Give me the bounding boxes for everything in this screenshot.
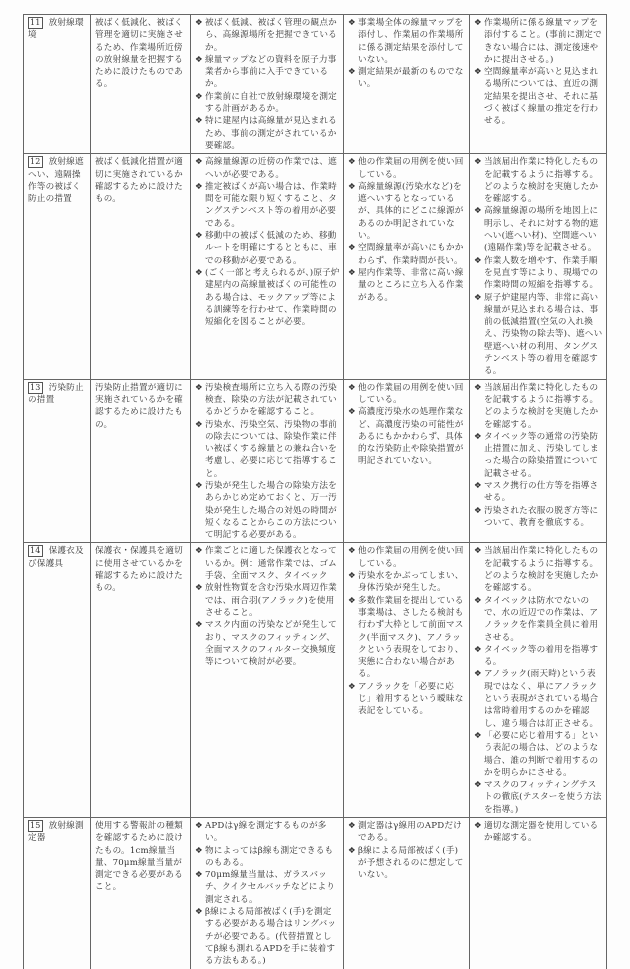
diamond-bullet-icon: ❖ xyxy=(195,620,203,631)
diamond-bullet-icon: ❖ xyxy=(195,907,203,918)
bullet-item xyxy=(195,906,340,967)
bullet-item xyxy=(195,419,340,480)
bullet-item xyxy=(195,267,340,328)
diamond-bullet-icon: ❖ xyxy=(474,730,482,741)
bullet-item xyxy=(474,545,603,594)
bullet-text: 高濃度汚染水の処理作業など、高濃度汚染の可能性があるにもかかわらず、具体的な汚染防止や除染措置が明記されていない。 xyxy=(358,407,464,467)
diamond-bullet-icon: ❖ xyxy=(195,480,203,491)
bullet-text: 高線量線源の場所を地図上に明示し、それに対する物的遮へい(遮へい材)、空間遮へい(遠隔作業)等を記載させる。 xyxy=(484,206,599,254)
diamond-bullet-icon: ❖ xyxy=(195,583,203,594)
bullet-item xyxy=(195,480,340,541)
guidance-table xyxy=(23,14,607,969)
bullet-text: 多数作業届を提出している事業場は、さしたる検討も行わず大枠として前面マスク(半面マスク)、アノラックという表現をしており、実態に合わない場合がある。 xyxy=(358,595,464,680)
problems-cell xyxy=(344,379,470,543)
item-number-badge: 12 xyxy=(30,157,41,167)
bullet-text: 測定器はγ線用のAPDだけである。 xyxy=(358,821,462,844)
diamond-bullet-icon: ❖ xyxy=(474,157,482,168)
bullet-text: 他の作業届の用例を使い回している。 xyxy=(358,157,464,180)
bullet-item xyxy=(348,681,466,718)
bullet-text: 特に建屋内は高線量が見込まれるため、事前の測定がされているか要確認。 xyxy=(205,116,337,151)
bullet-item xyxy=(348,545,466,570)
item-number-badge: 14 xyxy=(30,546,41,556)
diamond-bullet-icon: ❖ xyxy=(195,54,203,65)
diamond-bullet-icon: ❖ xyxy=(195,845,203,856)
problems-cell xyxy=(344,543,470,818)
table-row xyxy=(24,379,607,543)
bullet-item xyxy=(348,820,466,845)
points-cell xyxy=(191,154,344,379)
guidance-cell xyxy=(470,543,607,818)
diamond-bullet-icon: ❖ xyxy=(348,595,356,606)
bullet-text: 汚染検査場所に立ち入る際の汚染検査、除染の方法が記載されているかどうかを確認すること。 xyxy=(205,382,337,418)
bullet-text: アノラック(雨天時)という表現ではなく、単にアノラックという表現がされている場合は常時着用するのかを確認し、違う場合は訂正させる。 xyxy=(484,669,599,729)
item-cell xyxy=(24,154,91,379)
diamond-bullet-icon: ❖ xyxy=(195,157,203,168)
bullet-item xyxy=(195,181,340,230)
bullet-text: マスクのフィッティングテストの徹底(テスターを使う方法を指導。) xyxy=(484,780,602,815)
bullet-text: 事業場全体の線量マップを添付し、作業届の作業場所に係る測定結果を添付していない。 xyxy=(358,18,464,65)
diamond-bullet-icon: ❖ xyxy=(474,18,482,28)
bullet-text: マスク内面の汚染などが発生しており、マスクのフィッティング、全面マスクのフィルター交換頻度等について検討が必要。 xyxy=(205,620,337,668)
purpose-cell: 被ばく低減化措置が適切に実施されているか確認するために設けたもの。 xyxy=(91,154,191,379)
bullet-item xyxy=(195,619,340,668)
points-cell xyxy=(191,379,344,543)
bullet-item xyxy=(348,845,466,882)
diamond-bullet-icon: ❖ xyxy=(195,382,203,393)
bullet-text: 高線量線源の近傍の作業では、遮へいが必要である。 xyxy=(205,157,337,180)
purpose-cell: 汚染防止措置が適切に実施されているかを確認するために設けたもの。 xyxy=(91,379,191,543)
bullet-item xyxy=(474,255,603,292)
bullet-item xyxy=(474,156,603,205)
diamond-bullet-icon: ❖ xyxy=(474,480,482,491)
diamond-bullet-icon: ❖ xyxy=(474,780,482,791)
bullet-item xyxy=(474,505,603,530)
diamond-bullet-icon: ❖ xyxy=(195,267,203,278)
bullet-text: 作業場所に係る線量マップを添付すること。(事前に測定できない場合には、測定後速やかに提出させる。) xyxy=(484,18,602,65)
purpose-cell: 保護衣・保護具を適切に使用させているかを確認するために設けたもの。 xyxy=(91,543,191,818)
diamond-bullet-icon: ❖ xyxy=(474,67,482,78)
bullet-text: 当該届出作業に特化したものを記載するように指導する。どのような検討を実施したかを確認する。 xyxy=(484,382,599,430)
bullet-item xyxy=(195,91,340,116)
diamond-bullet-icon: ❖ xyxy=(195,419,203,430)
bullet-text: 汚染水、汚染空気、汚染物の事前の除去については、除染作業に伴い被ばくする線量との兼ね合いを考慮し、必要に応じて指導すること。 xyxy=(205,419,337,479)
diamond-bullet-icon: ❖ xyxy=(348,845,356,856)
purpose-cell: 被ばく低減化、被ばく管理を適切に実施させるため、作業場所近傍の放射線量を把握するために設けたものである。 xyxy=(91,15,191,154)
bullet-text: 測定結果が最新のものでない。 xyxy=(358,67,464,90)
bullet-item xyxy=(195,54,340,91)
item-number-badge: 15 xyxy=(30,821,41,830)
guidance-cell xyxy=(470,818,607,969)
bullet-item xyxy=(474,668,603,729)
diamond-bullet-icon: ❖ xyxy=(474,595,482,606)
bullet-item xyxy=(474,205,603,254)
bullet-text: 線量マップなどの資料を原子力事業者から事前に入手できているか。 xyxy=(205,54,337,90)
bullet-item xyxy=(474,17,603,66)
bullet-text: 移動中の被ばく低減のため、移動ルートを明確にするとともに、車での移動が必要である。 xyxy=(205,231,337,266)
bullet-item xyxy=(195,17,340,54)
bullet-item xyxy=(474,644,603,669)
diamond-bullet-icon: ❖ xyxy=(195,181,203,192)
bullet-item xyxy=(348,181,466,242)
problems-cell xyxy=(344,15,470,154)
guidance-cell xyxy=(470,15,607,154)
bullet-item xyxy=(195,582,340,619)
purpose-cell: 使用する警報計の種類を確認するために設けたもの。1cm線量当量、70μm線量当量が測定できる必要があること。 xyxy=(91,818,191,969)
bullet-text: 原子炉建屋内等、非常に高い線量が見込まれる場合は、事前の低減措置(空気の入れ換え、汚染物の除去等)、遮へい壁遮へい材の利用、タングステンベスト等の着用を確認する。 xyxy=(484,292,603,377)
diamond-bullet-icon: ❖ xyxy=(348,571,356,582)
bullet-text: マスク携行の仕方等を指導させる。 xyxy=(484,480,599,504)
bullet-item xyxy=(348,156,466,181)
guidance-cell xyxy=(470,154,607,379)
bullet-item xyxy=(195,156,340,181)
guidance-cell xyxy=(470,379,607,543)
diamond-bullet-icon: ❖ xyxy=(348,157,356,168)
diamond-bullet-icon: ❖ xyxy=(195,116,203,127)
bullet-text: 当該届出作業に特化したものを記載するように指導する。どのような検討を実施したかを確認する。 xyxy=(484,157,599,205)
bullet-text: タイベック等の着用を指導する。 xyxy=(484,644,599,668)
bullet-text: 放射性物質を含む汚染水周辺作業では、雨合羽(アノラック)を使用させること。 xyxy=(205,583,337,618)
bullet-item xyxy=(195,230,340,267)
problems-cell xyxy=(344,154,470,379)
bullet-text: 適切な測定器を使用しているか確認する。 xyxy=(484,821,599,844)
bullet-item xyxy=(474,66,603,127)
table-row xyxy=(24,543,607,818)
diamond-bullet-icon: ❖ xyxy=(474,382,482,393)
diamond-bullet-icon: ❖ xyxy=(348,181,356,192)
bullet-text: 70μm線量当量は、ガラスバッチ、クイクセルバッチなどにより測定される。 xyxy=(205,870,336,905)
item-title: 保護衣及び保護具 xyxy=(28,546,84,569)
bullet-text: 空間線量率が高いにもかかわらず、作業時間が長い。 xyxy=(358,243,464,266)
bullet-item xyxy=(474,431,603,480)
points-cell xyxy=(191,818,344,969)
diamond-bullet-icon: ❖ xyxy=(195,870,203,881)
item-cell xyxy=(24,818,91,969)
diamond-bullet-icon: ❖ xyxy=(474,431,482,442)
bullet-text: 空間線量率が高いと見込まれる場所については、直近の測定結果を提出させ、それに基づく被ばく線量の推定を行わせる。 xyxy=(484,67,599,127)
diamond-bullet-icon: ❖ xyxy=(348,681,356,692)
bullet-text: 推定被ばくが高い場合は、作業時間を可能な限り短くすること、タングステンベスト等の着用が必要である。 xyxy=(205,181,337,229)
diamond-bullet-icon: ❖ xyxy=(195,18,203,28)
bullet-item xyxy=(474,779,603,816)
bullet-text: タイベック等の通常の汚染防止措置に加え、汚染してしまった場合の除染措置について記載させる。 xyxy=(484,431,599,479)
bullet-text: 他の作業届の用例を使い回している。 xyxy=(358,382,464,405)
diamond-bullet-icon: ❖ xyxy=(474,206,482,217)
item-title: 放射線環境 xyxy=(28,18,84,41)
bullet-item xyxy=(348,570,466,595)
points-cell xyxy=(191,15,344,154)
bullet-item xyxy=(348,17,466,66)
diamond-bullet-icon: ❖ xyxy=(348,67,356,78)
bullet-text: 屋内作業等、非常に高い線量のところに立ち入る作業がある。 xyxy=(358,267,464,303)
bullet-text: 他の作業届の用例を使い回している。 xyxy=(358,546,464,569)
diamond-bullet-icon: ❖ xyxy=(474,669,482,680)
bullet-item xyxy=(474,382,603,431)
bullet-text: 当該届出作業に特化したものを記載するように指導する。どのような検討を実施したかを確認する。 xyxy=(484,546,599,594)
diamond-bullet-icon: ❖ xyxy=(195,821,203,831)
diamond-bullet-icon: ❖ xyxy=(348,382,356,393)
bullet-text: β線による局部被ばく(手)を測定する必要がある場合はリングバッチが必要である。(代替措置としてβ線も測れるAPDを手に装着する方法もある。) xyxy=(205,907,337,967)
bullet-item xyxy=(195,845,340,870)
bullet-text: 作業人数を増やす、作業手順を見直す等により、現場での作業時間の短縮を指導する。 xyxy=(484,255,599,291)
table-row xyxy=(24,818,607,969)
diamond-bullet-icon: ❖ xyxy=(474,292,482,303)
item-title: 放射線測定器 xyxy=(28,821,84,844)
bullet-item xyxy=(348,382,466,407)
item-number-badge: 13 xyxy=(30,382,41,392)
table-row xyxy=(24,15,607,154)
bullet-item xyxy=(474,820,603,845)
bullet-item xyxy=(195,545,340,582)
bullet-item xyxy=(474,292,603,378)
bullet-text: 被ばく低減、被ばく管理の観点から、高線源場所を把握できているか。 xyxy=(205,18,337,53)
bullet-text: APDはγ線を測定するものが多い。 xyxy=(205,821,327,844)
bullet-item xyxy=(348,267,466,304)
bullet-text: アノラックを「必要に応じ」着用するという曖昧な表記をしている。 xyxy=(358,681,464,717)
diamond-bullet-icon: ❖ xyxy=(474,255,482,266)
bullet-item xyxy=(474,595,603,644)
bullet-item xyxy=(348,595,466,681)
diamond-bullet-icon: ❖ xyxy=(474,821,482,831)
bullet-text: 汚染水をかぶってしまい、身体汚染が発生した。 xyxy=(358,571,464,594)
bullet-item xyxy=(348,66,466,91)
bullet-text: 「必要に応じ着用する」という表記の場合は、どのような場合、誰の判断で着用するのかを明らかにさせる。 xyxy=(484,730,599,778)
bullet-text: 汚染が発生した場合の除染方法をあらかじめ定めておくと、万一汚染が発生した場合の対処の時間が短くなることからこの方法について明記する必要がある。 xyxy=(205,480,337,541)
bullet-text: 作業前に自社で放射線環境を測定する計画があるか。 xyxy=(205,91,337,115)
diamond-bullet-icon: ❖ xyxy=(474,505,482,516)
problems-cell xyxy=(344,818,470,969)
diamond-bullet-icon: ❖ xyxy=(195,91,203,102)
bullet-text: 高線量線源(汚染水など)を遮へいするとなっているが、具体的にどこに線源があるのか明記されていない。 xyxy=(358,181,464,242)
diamond-bullet-icon: ❖ xyxy=(348,821,356,831)
bullet-item xyxy=(195,820,340,845)
bullet-text: 汚染された衣服の脱ぎ方等について、教育を徹底する。 xyxy=(484,505,599,528)
points-cell xyxy=(191,543,344,818)
diamond-bullet-icon: ❖ xyxy=(195,231,203,242)
item-cell xyxy=(24,15,91,154)
bullet-text: タイベックは防水でないので、水の近辺での作業は、アノラックを作業員全員に着用させる。 xyxy=(484,595,599,643)
diamond-bullet-icon: ❖ xyxy=(474,546,482,557)
item-cell xyxy=(24,379,91,543)
diamond-bullet-icon: ❖ xyxy=(348,546,356,557)
bullet-item xyxy=(195,115,340,152)
bullet-text: 作業ごとに適した保護衣となっているか。例：通常作業では、ゴム手袋、全面マスク、タイベック xyxy=(205,546,337,582)
item-title: 汚染防止の措置 xyxy=(28,382,84,405)
table-row xyxy=(24,154,607,379)
diamond-bullet-icon: ❖ xyxy=(348,18,356,28)
item-number-badge: 11 xyxy=(30,18,41,27)
bullet-text: β線による局部被ばく(手)が予想されるのに想定していない。 xyxy=(358,845,464,881)
bullet-item xyxy=(195,382,340,419)
diamond-bullet-icon: ❖ xyxy=(348,243,356,254)
bullet-item xyxy=(474,730,603,779)
bullet-item xyxy=(348,406,466,467)
item-title: 放射線遮へい、遠隔操作等の被ばく防止の措置 xyxy=(28,157,84,205)
bullet-item xyxy=(348,242,466,267)
diamond-bullet-icon: ❖ xyxy=(474,644,482,655)
bullet-text: 物によってはβ線も測定できるものもある。 xyxy=(205,845,334,868)
item-cell xyxy=(24,543,91,818)
diamond-bullet-icon: ❖ xyxy=(195,546,203,557)
bullet-text: (ごく一部と考えられるが、)原子炉建屋内の高線量被ばくの可能性のある場合は、モックアップ等による訓練等を行わせて、作業時間の短縮化を図ることが必要。 xyxy=(205,267,340,328)
bullet-item xyxy=(195,869,340,906)
diamond-bullet-icon: ❖ xyxy=(348,407,356,418)
diamond-bullet-icon: ❖ xyxy=(348,267,356,278)
bullet-item xyxy=(474,480,603,505)
